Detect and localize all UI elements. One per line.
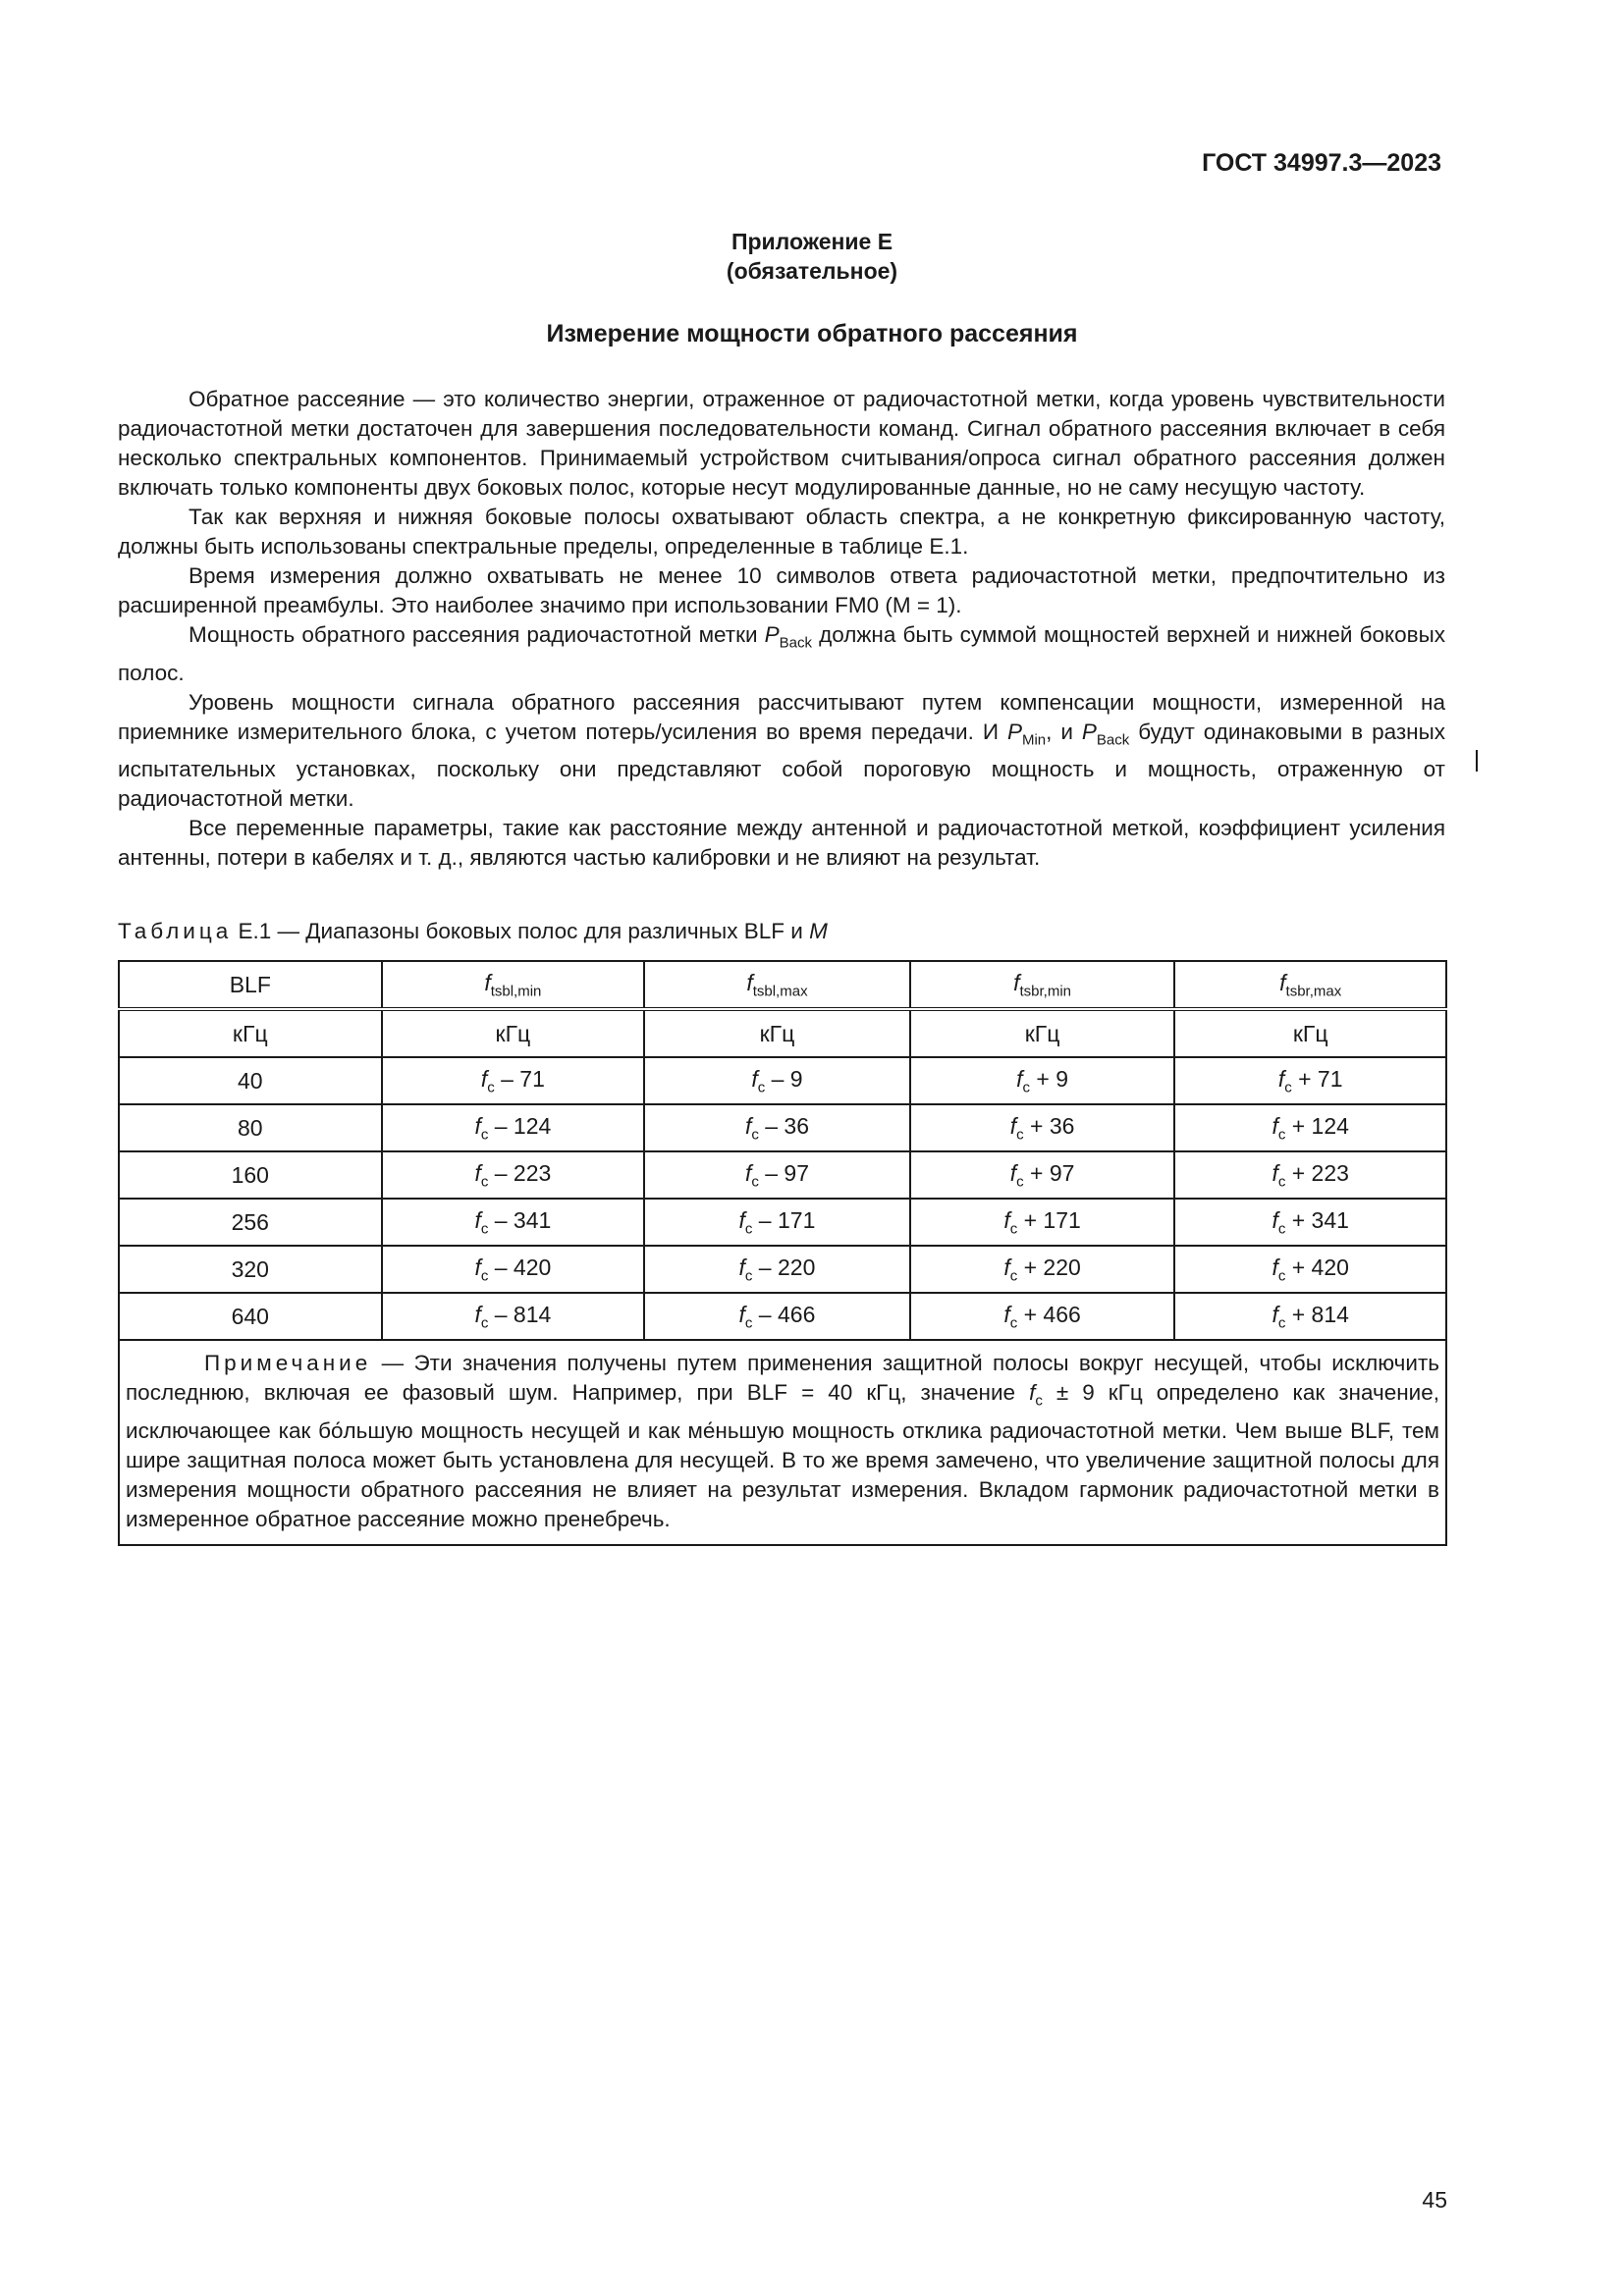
header-symbol: f xyxy=(746,969,753,995)
header-cell-blf xyxy=(119,961,382,1009)
frequency-cell xyxy=(382,1057,645,1104)
paragraph-5 xyxy=(118,688,1445,815)
fc-subscript: c xyxy=(751,1173,759,1191)
header-symbol: f xyxy=(1013,969,1020,995)
fc-symbol: f xyxy=(1272,1206,1278,1233)
frequency-offset: + 9 xyxy=(1030,1065,1069,1092)
paragraph-6: Все переменные параметры, такие как расстояние между антенной и радиочастотной меткой, коэффициент усиления антенны, потери в кабелях и т. д., являются частью калибровки и не влияют на результат. xyxy=(118,816,1445,870)
frequency-offset: + 71 xyxy=(1291,1065,1343,1092)
body-text xyxy=(118,385,1445,873)
frequency-offset: – 420 xyxy=(488,1254,552,1280)
symbol-p: P xyxy=(764,622,780,647)
fc-symbol: f xyxy=(1277,1065,1285,1092)
frequency-offset: – 171 xyxy=(752,1206,816,1233)
table-row xyxy=(119,1057,1446,1104)
frequency-cell xyxy=(644,1151,910,1199)
fc-subscript: c xyxy=(1009,1267,1018,1285)
fc-subscript: c xyxy=(757,1079,766,1096)
frequency-offset: + 420 xyxy=(1285,1254,1349,1280)
frequency-cell xyxy=(910,1151,1175,1199)
fc-symbol: f xyxy=(744,1112,752,1139)
fc-subscript: c xyxy=(744,1267,753,1285)
fc-subscript: c xyxy=(1022,1079,1030,1096)
frequency-cell xyxy=(382,1199,645,1246)
frequency-cell xyxy=(644,1057,910,1104)
fc-symbol: f xyxy=(744,1159,752,1186)
unit-cell: кГц xyxy=(644,1009,910,1057)
symbol-p: P xyxy=(1081,719,1097,744)
frequency-cell xyxy=(644,1293,910,1340)
fc-subscript: c xyxy=(1277,1220,1286,1238)
table-note xyxy=(119,1340,1446,1545)
header-subscript: tsbr,min xyxy=(1019,983,1072,1000)
table-note-row xyxy=(119,1340,1446,1545)
paragraph-3: Время измерения должно охватывать не менее 10 символов ответа радиочастотной метки, предпочтительно из расширенной преамбулы. Это наиболее значимо при использовании FM0 (M = 1). xyxy=(118,563,1445,617)
fc-subscript: c xyxy=(480,1126,489,1144)
frequency-cell xyxy=(1174,1057,1446,1104)
unit-cell: кГц xyxy=(910,1009,1175,1057)
frequency-offset: + 814 xyxy=(1285,1301,1349,1327)
fc-subscript: c xyxy=(1016,1173,1024,1191)
fc-symbol: f xyxy=(474,1301,481,1327)
frequency-offset: – 814 xyxy=(488,1301,552,1327)
frequency-cell xyxy=(644,1246,910,1293)
table-body xyxy=(119,1057,1446,1340)
frequency-offset: + 124 xyxy=(1285,1112,1349,1139)
header-subscript: tsbl,min xyxy=(490,983,542,1000)
note-subscript: c xyxy=(1035,1392,1043,1410)
fc-symbol: f xyxy=(1003,1254,1010,1280)
blf-cell: 160 xyxy=(119,1151,382,1199)
sideband-table xyxy=(118,960,1447,1546)
paragraph-5-text-a: Уровень мощности сигнала обратного рассеяния рассчитывают путем компенсации мощности, измеренной на приемнике измерительного блока, с учетом потерь/усиления во время передачи. И xyxy=(118,689,1445,744)
frequency-cell xyxy=(1174,1104,1446,1151)
frequency-offset: + 220 xyxy=(1017,1254,1081,1280)
fc-subscript: c xyxy=(1277,1314,1286,1332)
fc-symbol: f xyxy=(474,1206,481,1233)
fc-subscript: c xyxy=(480,1220,489,1238)
fc-subscript: c xyxy=(480,1314,489,1332)
frequency-offset: – 223 xyxy=(488,1159,552,1186)
frequency-offset: + 97 xyxy=(1023,1159,1075,1186)
unit-cell: кГц xyxy=(1174,1009,1446,1057)
fc-subscript: c xyxy=(744,1314,753,1332)
paragraph-4-text-b: должна быть суммой мощностей верхней и нижней боковых полос. xyxy=(118,622,1445,685)
frequency-cell xyxy=(910,1246,1175,1293)
fc-symbol: f xyxy=(474,1159,481,1186)
fc-subscript: c xyxy=(1284,1079,1292,1096)
table-header-row xyxy=(119,961,1446,1009)
header-symbol: f xyxy=(1279,969,1286,995)
fc-symbol: f xyxy=(1009,1159,1017,1186)
note-text-a: — Эти значения получены путем применения защитной полосы вокруг несущей, чтобы исключить последнюю, включая ее фазовый шум. Например, при BLF = 40 кГц, значение xyxy=(126,1351,1439,1405)
frequency-offset: – 97 xyxy=(758,1159,809,1186)
fc-symbol: f xyxy=(474,1254,481,1280)
appendix-status: (обязательное) xyxy=(726,258,898,284)
fc-subscript: c xyxy=(1277,1267,1286,1285)
fc-symbol: f xyxy=(1003,1301,1010,1327)
frequency-offset: – 9 xyxy=(765,1065,803,1092)
table-row xyxy=(119,1293,1446,1340)
header-subscript: tsbl,max xyxy=(752,983,808,1000)
fc-subscript: c xyxy=(1009,1314,1018,1332)
symbol-p: P xyxy=(1006,719,1022,744)
fc-subscript: c xyxy=(1277,1126,1286,1144)
table-caption-symbol: M xyxy=(809,919,828,943)
fc-subscript: c xyxy=(480,1267,489,1285)
fc-subscript: c xyxy=(751,1126,759,1144)
frequency-cell xyxy=(644,1199,910,1246)
fc-symbol: f xyxy=(1272,1254,1278,1280)
frequency-offset: + 223 xyxy=(1285,1159,1349,1186)
frequency-offset: – 341 xyxy=(488,1206,552,1233)
table-row xyxy=(119,1199,1446,1246)
frequency-offset: – 36 xyxy=(758,1112,809,1139)
symbol-subscript: Back xyxy=(1096,731,1130,748)
fc-symbol: f xyxy=(1272,1112,1278,1139)
appendix-title: Приложение Е xyxy=(731,229,893,254)
frequency-offset: + 341 xyxy=(1285,1206,1349,1233)
blf-cell: 40 xyxy=(119,1057,382,1104)
symbol-subscript: Back xyxy=(779,634,812,652)
fc-symbol: f xyxy=(751,1065,758,1092)
header-cell-tsbr-min xyxy=(910,961,1175,1009)
frequency-offset: – 466 xyxy=(752,1301,816,1327)
frequency-cell xyxy=(910,1104,1175,1151)
table-caption xyxy=(118,919,828,944)
header-symbol: f xyxy=(484,969,491,995)
section-title: Измерение мощности обратного рассеяния xyxy=(546,320,1078,347)
blf-cell: 640 xyxy=(119,1293,382,1340)
paragraph-5-text-b: будут одинаковыми в разных испытательных установках, поскольку они представляют собой пороговую мощность и мощность, отраженную от радиочастотной метки. xyxy=(118,719,1446,811)
header-cell-tsbl-max xyxy=(644,961,910,1009)
paragraph-4-text-a: Мощность обратного рассеяния радиочастотной метки xyxy=(189,622,765,647)
table-row xyxy=(119,1104,1446,1151)
table-caption-word: Таблица xyxy=(118,919,233,943)
header-cell-tsbl-min xyxy=(382,961,645,1009)
fc-symbol: f xyxy=(738,1301,745,1327)
frequency-cell xyxy=(1174,1293,1446,1340)
paragraph-4 xyxy=(118,620,1445,688)
frequency-offset: – 71 xyxy=(494,1065,545,1092)
frequency-cell xyxy=(910,1199,1175,1246)
change-bar-marker xyxy=(1476,750,1478,772)
paragraph-5-text-mid: , и xyxy=(1046,719,1082,744)
frequency-cell xyxy=(382,1104,645,1151)
fc-subscript: c xyxy=(1277,1173,1286,1191)
unit-cell: кГц xyxy=(119,1009,382,1057)
page-number: 45 xyxy=(1422,2187,1447,2213)
fc-symbol: f xyxy=(1009,1112,1017,1139)
fc-symbol: f xyxy=(1272,1301,1278,1327)
frequency-cell xyxy=(382,1246,645,1293)
fc-subscript: c xyxy=(1016,1126,1024,1144)
frequency-cell xyxy=(910,1057,1175,1104)
fc-subscript: c xyxy=(487,1079,495,1096)
frequency-cell xyxy=(1174,1199,1446,1246)
unit-cell: кГц xyxy=(382,1009,645,1057)
paragraph-1: Обратное рассеяние — это количество энергии, отраженное от радиочастотной метки, когда уровень чувствительности радиочастотной метки достаточен для завершения последовательности команд. Сигнал обратного рассеяния включает в себя несколько спектральных компонентов. Принимаемый устройством считывания/опроса сигнал обратного рассеяния должен включать только компоненты двух боковых полос, которые несут модулированные данные, но не саму несущую частоту. xyxy=(118,387,1445,500)
frequency-cell xyxy=(1174,1246,1446,1293)
table-row xyxy=(119,1151,1446,1199)
table-row xyxy=(119,1246,1446,1293)
fc-symbol: f xyxy=(738,1206,745,1233)
fc-symbol: f xyxy=(1016,1065,1023,1092)
blf-cell: 80 xyxy=(119,1104,382,1151)
fc-subscript: c xyxy=(1009,1220,1018,1238)
fc-symbol: f xyxy=(1272,1159,1278,1186)
note-symbol: f xyxy=(1029,1380,1036,1405)
blf-cell: 256 xyxy=(119,1199,382,1246)
fc-symbol: f xyxy=(480,1065,488,1092)
frequency-cell xyxy=(644,1104,910,1151)
frequency-offset: + 36 xyxy=(1023,1112,1075,1139)
header-cell-tsbr-max xyxy=(1174,961,1446,1009)
note-label: Примечание xyxy=(204,1351,372,1375)
fc-subscript: c xyxy=(744,1220,753,1238)
fc-subscript: c xyxy=(480,1173,489,1191)
frequency-offset: – 124 xyxy=(488,1112,552,1139)
frequency-offset: – 220 xyxy=(752,1254,816,1280)
frequency-offset: + 466 xyxy=(1017,1301,1081,1327)
table-caption-text: Е.1 — Диапазоны боковых полос для различных BLF и xyxy=(232,919,810,943)
fc-symbol: f xyxy=(738,1254,745,1280)
header-label: BLF xyxy=(229,971,271,997)
document-code: ГОСТ 34997.3—2023 xyxy=(1202,149,1441,177)
note-text-b: ± 9 кГц определено как значение, исключающее как бо́льшую мощность несущей и как ме́ньшую мощность отклика радиочастотной метки. Чем выше BLF, тем шире защитная полоса может быть установлена для несущей. В то же время замечено, что увеличение защитной полосы для измерения мощности обратного рассеяния не влияет на результат измерения. Вкладом гармоник радиочастотной метки в измеренное обратное рассеяние можно пренебречь. xyxy=(126,1380,1439,1531)
frequency-cell xyxy=(910,1293,1175,1340)
table-units-row xyxy=(119,1009,1446,1057)
frequency-cell xyxy=(1174,1151,1446,1199)
blf-cell: 320 xyxy=(119,1246,382,1293)
paragraph-2: Так как верхняя и нижняя боковые полосы охватывают область спектра, а не конкретную фиксированную частоту, должны быть использованы спектральные пределы, определенные в таблице Е.1. xyxy=(118,505,1445,559)
frequency-cell xyxy=(382,1293,645,1340)
header-subscript: tsbr,max xyxy=(1285,983,1342,1000)
frequency-offset: + 171 xyxy=(1017,1206,1081,1233)
frequency-cell xyxy=(382,1151,645,1199)
appendix-heading xyxy=(0,227,1624,286)
symbol-subscript: Min xyxy=(1021,731,1047,748)
fc-symbol: f xyxy=(474,1112,481,1139)
fc-symbol: f xyxy=(1003,1206,1010,1233)
